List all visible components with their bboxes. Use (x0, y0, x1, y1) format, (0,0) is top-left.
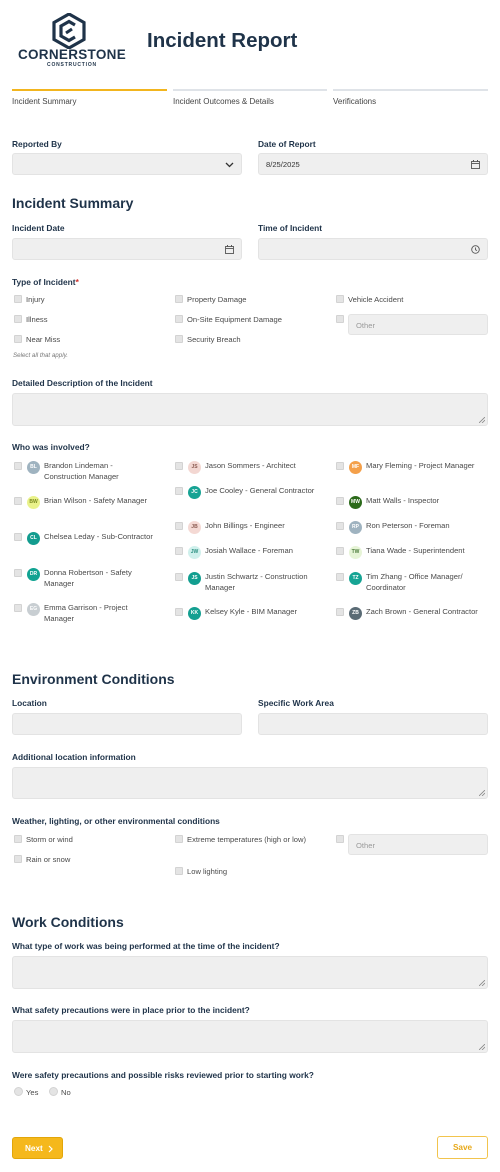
person-checkbox[interactable] (14, 533, 22, 541)
avatar: JS (188, 461, 201, 474)
person-checkbox[interactable] (175, 608, 183, 616)
checkbox-label: Low lighting (187, 867, 228, 876)
tab-verifications[interactable] (333, 89, 488, 111)
other-env-input[interactable] (348, 834, 488, 855)
work-type-question: What type of work was being performed at the time of the incident? (12, 941, 280, 951)
date-of-report-field[interactable] (258, 153, 488, 175)
work-area-label: Specific Work Area (258, 698, 334, 708)
resize-grip-icon[interactable] (479, 790, 485, 796)
tab-label: Verifications (333, 97, 377, 106)
person-name: Mary Fleming - Project Manager (366, 461, 475, 470)
avatar: JB (188, 521, 201, 534)
description-label: Detailed Description of the Incident (12, 378, 153, 388)
calendar-icon[interactable] (470, 159, 481, 170)
avatar: JW (188, 546, 201, 559)
person-checkbox[interactable] (175, 573, 183, 581)
next-label: Next (25, 1144, 43, 1153)
date-of-report-label: Date of Report (258, 139, 316, 149)
clock-icon[interactable] (470, 244, 481, 255)
checkbox-label: Security Breach (187, 335, 241, 344)
safety-precautions-textarea[interactable] (12, 1020, 488, 1053)
person-name: Brandon Lindeman - Construction Manager (44, 461, 119, 481)
work-area-input[interactable] (258, 713, 488, 735)
checkbox-illness[interactable] (14, 315, 22, 323)
avatar: KK (188, 607, 201, 620)
resize-grip-icon[interactable] (479, 980, 485, 986)
radio-yes[interactable] (14, 1087, 23, 1096)
avatar: EG (27, 603, 40, 616)
chevron-right-icon (47, 1145, 54, 1153)
tab-incident-outcomes[interactable] (173, 89, 327, 111)
work-conditions-title: Work Conditions (12, 914, 124, 930)
person-checkbox[interactable] (175, 462, 183, 470)
person-checkbox[interactable] (336, 608, 344, 616)
person-checkbox[interactable] (175, 487, 183, 495)
checkbox-vehicle-accident[interactable] (336, 295, 344, 303)
checkbox-rain-snow[interactable] (14, 855, 22, 863)
avatar: RP (349, 521, 362, 534)
other-placeholder: Other (356, 841, 375, 850)
incident-summary-title: Incident Summary (12, 195, 134, 211)
person-checkbox[interactable] (14, 569, 22, 577)
resize-grip-icon[interactable] (479, 1044, 485, 1050)
page-title: Incident Report (147, 29, 298, 52)
person-name: Donna Robertson - Safety Manager (44, 568, 132, 588)
date-of-report-value: 8/25/2025 (266, 160, 300, 169)
checkbox-label: Property Damage (187, 295, 247, 304)
safety-precautions-question: What safety precautions were in place prior to the incident? (12, 1005, 250, 1015)
brand-name: CORNERSTONE (17, 47, 127, 62)
time-of-incident-field[interactable] (258, 238, 488, 260)
required-mark: * (75, 277, 79, 287)
additional-location-label: Additional location information (12, 752, 136, 762)
avatar: BL (27, 461, 40, 474)
radio-label: Yes (26, 1088, 39, 1097)
tab-incident-summary[interactable] (12, 89, 167, 111)
avatar: BW (27, 496, 40, 509)
reported-by-label: Reported By (12, 139, 62, 149)
checkbox-label: Storm or wind (26, 835, 73, 844)
person-name: Chelsea Leday - Sub-Contractor (44, 532, 153, 541)
description-textarea[interactable] (12, 393, 488, 426)
avatar: DR (27, 568, 40, 581)
person-checkbox[interactable] (175, 522, 183, 530)
person-checkbox[interactable] (336, 462, 344, 470)
weather-label: Weather, lighting, or other environmental conditions (12, 816, 220, 826)
person-name: John Billings - Engineer (205, 521, 285, 530)
avatar: MF (349, 461, 362, 474)
tab-indicator (173, 89, 327, 91)
checkbox-label: Extreme temperatures (high or low) (187, 835, 307, 844)
checkbox-label: Illness (26, 315, 48, 324)
risks-reviewed-question: Were safety precautions and possible risks reviewed prior to starting work? (12, 1070, 314, 1080)
additional-location-textarea[interactable] (12, 767, 488, 799)
next-button[interactable] (12, 1137, 63, 1159)
location-input[interactable] (12, 713, 242, 735)
checkbox-label: Near Miss (26, 335, 61, 344)
person-name: Kelsey Kyle - BIM Manager (205, 607, 298, 616)
checkbox-label: On-Site Equipment Damage (187, 315, 282, 324)
select-all-hint: Select all that apply. (13, 352, 68, 359)
location-label: Location (12, 698, 47, 708)
person-name: Emma Garrison - Project Manager (44, 603, 128, 623)
checkbox-equipment-damage[interactable] (175, 315, 183, 323)
work-type-textarea[interactable] (12, 956, 488, 989)
person-checkbox[interactable] (14, 497, 22, 505)
calendar-icon[interactable] (224, 244, 235, 255)
tab-indicator (333, 89, 488, 91)
person-checkbox[interactable] (336, 573, 344, 581)
type-of-incident-label (12, 277, 79, 287)
checkbox-storm-wind[interactable] (14, 835, 22, 843)
incident-date-label: Incident Date (12, 223, 65, 233)
radio-label: No (61, 1088, 71, 1097)
checkbox-low-lighting[interactable] (175, 867, 183, 875)
person-checkbox[interactable] (336, 522, 344, 530)
person-name: Matt Walls - Inspector (366, 496, 440, 505)
tab-label: Incident Outcomes & Details (173, 97, 274, 106)
other-incident-input[interactable] (348, 314, 488, 335)
save-button[interactable]: Save (437, 1136, 488, 1159)
avatar: TZ (349, 572, 362, 585)
person-checkbox[interactable] (175, 547, 183, 555)
environment-title: Environment Conditions (12, 671, 175, 687)
brand-subtitle: CONSTRUCTION (47, 62, 97, 68)
tab-label: Incident Summary (12, 97, 77, 106)
checkbox-injury[interactable] (14, 295, 22, 303)
time-of-incident-label: Time of Incident (258, 223, 323, 233)
checkbox-near-miss[interactable] (14, 335, 22, 343)
tab-indicator (12, 89, 167, 91)
radio-no[interactable] (49, 1087, 58, 1096)
person-checkbox[interactable] (14, 604, 22, 612)
person-name: Tim Zhang - Office Manager/ Coordinator (366, 572, 463, 592)
checkbox-label: Injury (26, 295, 45, 304)
avatar: CL (27, 532, 40, 545)
checkbox-other-env[interactable] (336, 835, 344, 843)
person-name: Joe Cooley - General Contractor (205, 486, 315, 495)
avatar: TW (349, 546, 362, 559)
person-checkbox[interactable] (14, 462, 22, 470)
chevron-down-icon (224, 159, 235, 170)
person-checkbox[interactable] (336, 547, 344, 555)
avatar: MW (349, 496, 362, 509)
resize-grip-icon[interactable] (479, 417, 485, 423)
person-checkbox[interactable] (336, 497, 344, 505)
checkbox-label: Vehicle Accident (348, 295, 404, 304)
avatar: JS (188, 572, 201, 585)
checkbox-security-breach[interactable] (175, 335, 183, 343)
logo-mark-icon (52, 13, 86, 49)
person-name: Jason Sommers - Architect (205, 461, 296, 470)
avatar: ZB (349, 607, 362, 620)
avatar: JC (188, 486, 201, 499)
checkbox-label: Rain or snow (26, 855, 71, 864)
type-of-incident-text: Type of Incident (12, 277, 76, 287)
person-name: Brian Wilson - Safety Manager (44, 496, 147, 505)
who-involved-label: Who was involved? (12, 442, 90, 452)
checkbox-other[interactable] (336, 315, 344, 323)
reported-by-select[interactable] (12, 153, 242, 175)
person-name: Zach Brown - General Contractor (366, 607, 478, 616)
person-name: Justin Schwartz - Construction Manager (205, 572, 308, 592)
person-name: Josiah Wallace - Foreman (205, 546, 293, 555)
person-name: Tiana Wade - Superintendent (366, 546, 465, 555)
checkbox-extreme-temps[interactable] (175, 835, 183, 843)
incident-date-field[interactable] (12, 238, 242, 260)
checkbox-property-damage[interactable] (175, 295, 183, 303)
person-name: Ron Peterson - Foreman (366, 521, 450, 530)
other-placeholder: Other (356, 321, 375, 330)
